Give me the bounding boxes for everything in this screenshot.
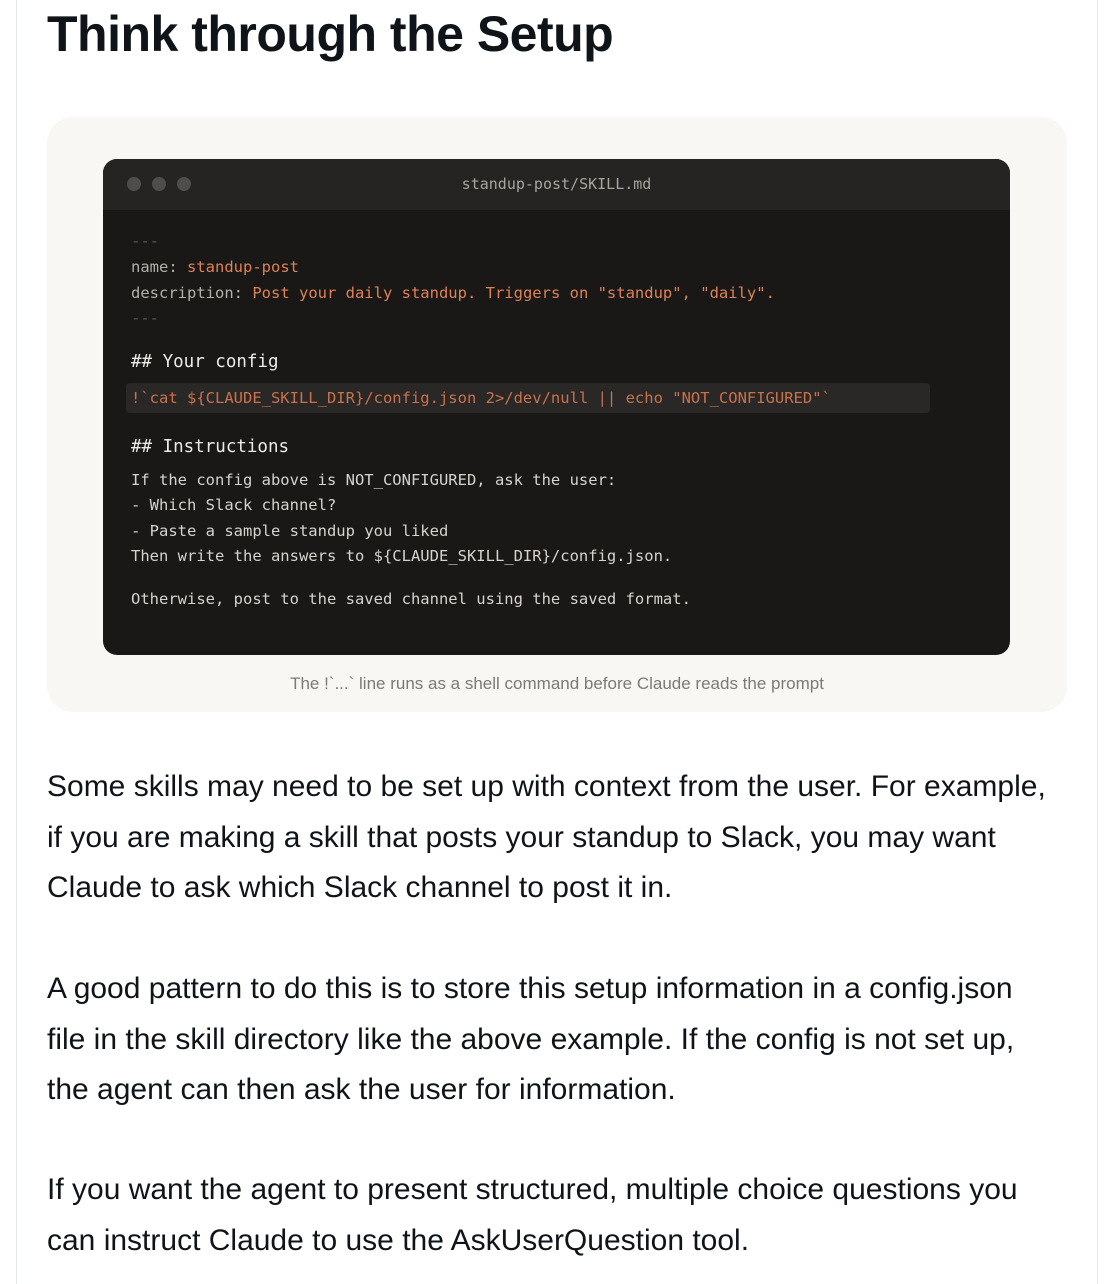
frontmatter-close-delimiter: ---	[131, 309, 159, 327]
frontmatter-description-key: description:	[131, 284, 243, 302]
instructions-heading: ## Instructions	[131, 437, 290, 457]
code-figure-card	[47, 117, 1067, 712]
shell-command-line	[126, 383, 930, 413]
figure-caption: The !`...` line runs as a shell command before Claude reads the prompt	[290, 674, 824, 693]
code-window-filename: standup-post/SKILL.md	[461, 175, 652, 193]
code-window	[103, 159, 1010, 655]
frontmatter-open-delimiter: ---	[131, 232, 159, 250]
body-paragraph: Some skills may need to be set up with context from the user. For example, if you are making a skill that posts your standup to Slack, you may want Claude to ask which Slack channel to post it in.	[47, 770, 1046, 904]
instruction-line: If the config above is NOT_CONFIGURED, ask the user:	[131, 471, 617, 489]
instruction-line: Then write the answers to ${CLAUDE_SKILL_DIR}/config.json.	[131, 547, 673, 565]
body-paragraph: If you want the agent to present structured, multiple choice questions you can instruct Claude to use the AskUserQuestion tool.	[47, 1173, 1018, 1257]
config-heading: ## Your config	[131, 352, 279, 372]
page-border-left	[16, 0, 17, 1284]
section-heading: Think through the Setup	[47, 6, 614, 62]
frontmatter-description-line	[131, 283, 775, 303]
frontmatter-name-value: standup-post	[187, 258, 299, 276]
page-border-right	[1097, 0, 1098, 1284]
instruction-line: - Paste a sample standup you liked	[131, 522, 449, 540]
frontmatter-name-key: name:	[131, 258, 178, 276]
frontmatter-name-line	[131, 257, 299, 277]
instruction-line: - Which Slack channel?	[131, 496, 337, 514]
frontmatter-description-value: Post your daily standup. Triggers on "standup", "daily".	[252, 284, 775, 302]
code-window-titlebar	[103, 159, 1010, 210]
body-paragraph: A good pattern to do this is to store this setup information in a config.json file in the skill directory like the above example. If the config is not set up, the agent can then ask the user for information.	[47, 972, 1015, 1106]
shell-command-text: !`cat ${CLAUDE_SKILL_DIR}/config.json 2>/dev/null || echo "NOT_CONFIGURED"`	[131, 389, 831, 407]
otherwise-line: Otherwise, post to the saved channel using the saved format.	[131, 590, 691, 608]
